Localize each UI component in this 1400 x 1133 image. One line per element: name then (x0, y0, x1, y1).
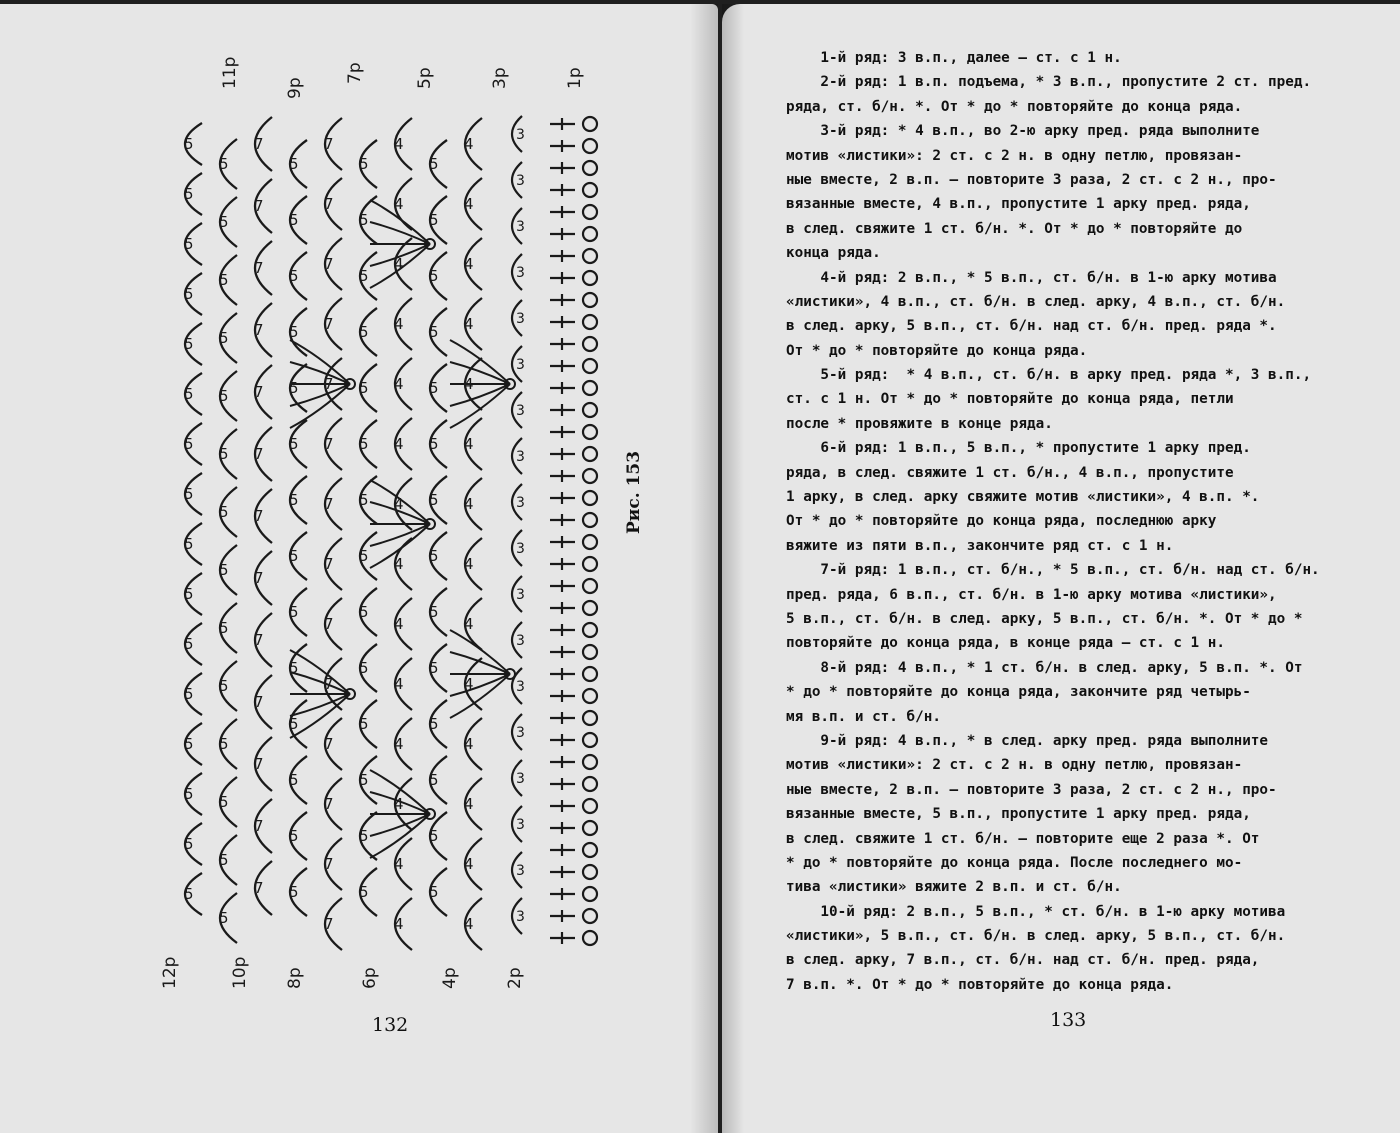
arc-count-label: 5 (429, 267, 439, 285)
arc-count-label: 5 (289, 323, 299, 341)
text-line: в след. свяжите 1 ст. б/н. — повторите еще 2 раза *. От (786, 830, 1260, 847)
leaf-motif-symbol (450, 384, 510, 428)
chain-stitch-symbol (583, 293, 597, 307)
arc-count-label: 5 (429, 603, 439, 621)
arc-count-label: 5 (359, 323, 369, 341)
text-line: после * провяжите в конце ряда. (786, 415, 1053, 432)
arc-count-label: 5 (359, 211, 369, 229)
arc-count-label: 5 (184, 435, 194, 453)
leaf-motif-symbol (290, 650, 350, 694)
row-label: 12р (160, 956, 180, 989)
text-line: 1-й ряд: 3 в.п., далее — ст. с 1 н. (786, 50, 1122, 66)
text-line: 8-й ряд: 4 в.п., * 1 ст. б/н. в след. арку, 5 в.п. *. От (786, 659, 1303, 676)
leaf-motif-symbol (290, 672, 350, 694)
chain-stitch-symbol (583, 645, 597, 659)
arc-count-label: 3 (516, 633, 525, 649)
arc-count-label: 3 (516, 357, 525, 373)
arc-count-label: 3 (516, 587, 525, 603)
chain-stitch-symbol (583, 183, 597, 197)
arc-count-label: 4 (394, 555, 404, 573)
arc-count-label: 7 (254, 445, 264, 463)
arc-count-label: 5 (184, 535, 194, 553)
leaf-motif-symbol (290, 340, 350, 384)
arc-count-label: 5 (429, 883, 439, 901)
text-line: в след. свяжите 1 ст. б/н. *. От * до * повторяйте до (786, 220, 1243, 237)
chain-stitch-symbol (583, 491, 597, 505)
row-label: 3р (490, 67, 510, 89)
arc-count-label: 5 (359, 491, 369, 509)
chain-stitch-symbol (583, 711, 597, 725)
arc-count-label: 5 (289, 771, 299, 789)
arc-count-label: 7 (324, 855, 334, 873)
row-label: 1р (565, 67, 585, 89)
text-line: * до * повторяйте до конца ряда, закончите ряд четырь- (786, 684, 1251, 701)
arc-count-label: 4 (394, 495, 404, 513)
arc-count-label: 5 (219, 851, 229, 869)
chain-stitch-symbol (583, 623, 597, 637)
chain-stitch-symbol (583, 799, 597, 813)
arc-count-label: 5 (219, 445, 229, 463)
arc-count-label: 5 (359, 883, 369, 901)
arc-count-label: 5 (359, 435, 369, 453)
arc-count-label: 4 (464, 855, 474, 873)
text-line: вязанные вместе, 5 в.п., пропустите 1 арку пред. ряда, (786, 806, 1251, 823)
chain-stitch-symbol (583, 381, 597, 395)
arc-count-label: 4 (394, 915, 404, 933)
arc-count-label: 5 (219, 909, 229, 927)
chain-stitch-symbol (583, 887, 597, 901)
arc-count-label: 7 (324, 435, 334, 453)
text-line: мотив «листики»: 2 ст. с 2 н. в одну петлю, провязан- (786, 147, 1243, 164)
page-number-left: 132 (372, 1014, 409, 1036)
chain-stitch-symbol (583, 403, 597, 417)
text-line: повторяйте до конца ряда, в конце ряда — ст. с 1 н. (786, 635, 1225, 652)
arc-count-label: 7 (324, 915, 334, 933)
arc-count-label: 7 (254, 321, 264, 339)
arc-count-label: 5 (289, 491, 299, 509)
arc-count-label: 5 (289, 827, 299, 845)
chain-stitch-symbol (583, 821, 597, 835)
arc-count-label: 4 (464, 255, 474, 273)
arc-count-label: 5 (359, 715, 369, 733)
arc-count-label: 5 (219, 793, 229, 811)
arc-count-label: 5 (184, 585, 194, 603)
arc-count-label: 5 (429, 715, 439, 733)
leaf-motif-symbol (290, 362, 350, 384)
text-line: вязанные вместе, 4 в.п., пропустите 1 арку пред. ряда, (786, 196, 1251, 213)
arc-count-label: 4 (464, 435, 474, 453)
arc-count-label: 5 (184, 885, 194, 903)
arc-count-label: 4 (464, 735, 474, 753)
arc-count-label: 5 (184, 485, 194, 503)
arc-count-label: 7 (324, 615, 334, 633)
arc-count-label: 3 (516, 173, 525, 189)
arc-count-label: 4 (394, 675, 404, 693)
gutter-shadow (690, 4, 718, 1133)
leaf-motif-symbol (290, 384, 350, 406)
arc-count-label: 5 (184, 785, 194, 803)
chain-stitch-symbol (583, 315, 597, 329)
chain-stitch-symbol (583, 667, 597, 681)
text-line: 4-й ряд: 2 в.п., * 5 в.п., ст. б/н. в 1-ю арку мотива (786, 269, 1277, 286)
arc-count-label: 5 (359, 379, 369, 397)
left-page (0, 4, 718, 1133)
leaf-motif-symbol (450, 652, 510, 674)
arc-count-label: 3 (516, 311, 525, 327)
arc-count-label: 4 (464, 795, 474, 813)
row-label: 2р (505, 967, 525, 989)
arc-count-label: 5 (359, 771, 369, 789)
arc-count-label: 4 (394, 315, 404, 333)
arc-count-label: 4 (394, 435, 404, 453)
arc-count-label: 7 (324, 315, 334, 333)
arc-count-label: 5 (184, 135, 194, 153)
page-number-right: 133 (1050, 1009, 1087, 1031)
chain-stitch-symbol (583, 909, 597, 923)
chain-stitch-symbol (583, 139, 597, 153)
text-line: «листики», 5 в.п., ст. б/н. в след. арку, 5 в.п., ст. б/н. (786, 928, 1286, 945)
arc-count-label: 5 (184, 335, 194, 353)
arc-count-label: 5 (429, 211, 439, 229)
crochet-chart (150, 54, 620, 1014)
arc-count-label: 7 (254, 631, 264, 649)
arc-count-label: 5 (184, 635, 194, 653)
instructions-text (786, 46, 1342, 997)
arc-count-label: 5 (289, 603, 299, 621)
text-line: 2-й ряд: 1 в.п. подъема, * 3 в.п., пропустите 2 ст. пред. (786, 74, 1312, 91)
leaf-motif-symbol (450, 362, 510, 384)
leaf-motif-symbol (450, 630, 510, 674)
arc-count-label: 7 (324, 735, 334, 753)
chain-stitch-symbol (583, 359, 597, 373)
arc-count-label: 7 (254, 755, 264, 773)
arc-count-label: 5 (289, 379, 299, 397)
arc-count-label: 3 (516, 909, 525, 925)
chain-stitch-symbol (583, 579, 597, 593)
chain-stitch-symbol (583, 469, 597, 483)
chain-stitch-symbol (583, 425, 597, 439)
chain-stitch-symbol (583, 601, 597, 615)
row-label: 5р (415, 67, 435, 89)
arc-count-label: 3 (516, 495, 525, 511)
arc-count-label: 5 (219, 503, 229, 521)
arc-count-label: 5 (289, 547, 299, 565)
chain-stitch-symbol (583, 161, 597, 175)
row-label: 7р (345, 62, 365, 84)
arc-count-label: 7 (254, 693, 264, 711)
arc-count-label: 4 (394, 855, 404, 873)
text-line: мотив «листики»: 2 ст. с 2 н. в одну петлю, провязан- (786, 757, 1243, 774)
chain-stitch-symbol (583, 931, 597, 945)
arc-count-label: 5 (289, 715, 299, 733)
leaf-motif-symbol (290, 694, 350, 738)
arc-count-label: 7 (254, 135, 264, 153)
chain-stitch-symbol (583, 557, 597, 571)
arc-count-label: 5 (429, 379, 439, 397)
arc-count-label: 7 (324, 555, 334, 573)
chain-stitch-symbol (583, 513, 597, 527)
text-line: пред. ряда, 6 в.п., ст. б/н. в 1-ю арку мотива «листики», (786, 586, 1277, 603)
text-line: 9-й ряд: 4 в.п., * в след. арку пред. ряда выполните (786, 732, 1269, 749)
chain-stitch-symbol (583, 205, 597, 219)
arc-count-label: 5 (429, 771, 439, 789)
arc-count-label: 4 (394, 795, 404, 813)
text-line: 6-й ряд: 1 в.п., 5 в.п., * пропустите 1 арку пред. (786, 440, 1251, 457)
arc-count-label: 5 (359, 155, 369, 173)
text-line: ряда, ст. б/н. *. От * до * повторяйте до конца ряда. (786, 98, 1243, 115)
arc-count-label: 5 (219, 387, 229, 405)
row-label: 10р (230, 956, 250, 989)
text-line: 7-й ряд: 1 в.п., ст. б/н., * 5 в.п., ст. б/н. над ст. б/н. (786, 562, 1320, 579)
text-line: 5-й ряд: * 4 в.п., ст. б/н. в арку пред. ряда *, 3 в.п., (786, 367, 1312, 384)
arc-count-label: 7 (324, 255, 334, 273)
text-line: ные вместе, 2 в.п. — повторите 3 раза, 2 ст. с 2 н., про- (786, 171, 1277, 188)
arc-count-label: 5 (289, 883, 299, 901)
text-line: 7 в.п. *. От * до * повторяйте до конца ряда. (786, 976, 1174, 993)
arc-count-label: 5 (184, 185, 194, 203)
chain-stitch-symbol (583, 777, 597, 791)
arc-count-label: 7 (254, 879, 264, 897)
arc-count-label: 4 (464, 615, 474, 633)
leaf-motif-symbol (450, 674, 510, 718)
text-line: 3-й ряд: * 4 в.п., во 2-ю арку пред. ряда выполните (786, 123, 1260, 140)
chain-stitch-symbol (583, 755, 597, 769)
text-line: * до * повторяйте до конца ряда. После последнего мо- (786, 854, 1243, 871)
arc-count-label: 4 (394, 255, 404, 273)
text-line: ряда, в след. свяжите 1 ст. б/н., 4 в.п., пропустите (786, 464, 1234, 481)
arc-count-label: 3 (516, 771, 525, 787)
chain-stitch-symbol (583, 117, 597, 131)
arc-count-label: 7 (324, 135, 334, 153)
arc-count-label: 5 (429, 155, 439, 173)
arc-count-label: 4 (394, 135, 404, 153)
leaf-motif-symbol (370, 222, 430, 244)
arc-count-label: 7 (254, 507, 264, 525)
arc-count-label: 5 (429, 659, 439, 677)
text-line: тива «листики» вяжите 2 в.п. и ст. б/н. (786, 879, 1122, 896)
arc-count-label: 4 (394, 375, 404, 393)
arc-count-label: 5 (289, 155, 299, 173)
arc-count-label: 3 (516, 679, 525, 695)
leaf-motif-symbol (450, 340, 510, 384)
leaf-motif-symbol (450, 384, 510, 406)
row-label: 8р (285, 967, 305, 989)
chain-stitch-symbol (583, 271, 597, 285)
arc-count-label: 3 (516, 449, 525, 465)
text-line: «листики», 4 в.п., ст. б/н. в след. арку, 4 в.п., ст. б/н. (786, 293, 1286, 310)
arc-count-label: 5 (429, 827, 439, 845)
figure-caption: Рис. 153 (624, 450, 644, 534)
row-label: 9р (285, 77, 305, 99)
arc-count-label: 4 (464, 915, 474, 933)
arc-count-label: 5 (219, 155, 229, 173)
arc-count-label: 3 (516, 541, 525, 557)
arc-count-label: 3 (516, 219, 525, 235)
text-line: 1 арку, в след. арку свяжите мотив «листики», 4 в.п. *. (786, 489, 1260, 506)
arc-count-label: 5 (184, 235, 194, 253)
arc-count-label: 4 (464, 555, 474, 573)
arc-count-label: 5 (359, 267, 369, 285)
arc-count-label: 3 (516, 127, 525, 143)
chain-stitch-symbol (583, 865, 597, 879)
arc-count-label: 3 (516, 725, 525, 741)
arc-count-label: 5 (289, 267, 299, 285)
chain-stitch-symbol (583, 843, 597, 857)
arc-count-label: 4 (394, 615, 404, 633)
arc-count-label: 5 (184, 285, 194, 303)
arc-count-label: 7 (324, 495, 334, 513)
chain-stitch-symbol (583, 689, 597, 703)
text-line: От * до * повторяйте до конца ряда, последнюю арку (786, 513, 1217, 530)
text-line: мя в.п. и ст. б/н. (786, 708, 941, 725)
arc-count-label: 3 (516, 403, 525, 419)
arc-count-label: 5 (184, 735, 194, 753)
arc-count-label: 7 (324, 795, 334, 813)
arc-count-label: 4 (464, 315, 474, 333)
arc-count-label: 5 (184, 385, 194, 403)
arc-count-label: 4 (464, 135, 474, 153)
arc-count-label: 3 (516, 863, 525, 879)
arc-count-label: 5 (219, 271, 229, 289)
arc-count-label: 5 (219, 677, 229, 695)
text-line: От * до * повторяйте до конца ряда. (786, 342, 1088, 359)
arc-count-label: 5 (219, 735, 229, 753)
gutter-shadow-right (722, 4, 744, 1133)
text-line: ные вместе, 2 в.п. — повторите 3 раза, 2 ст. с 2 н., про- (786, 781, 1277, 798)
arc-count-label: 7 (254, 569, 264, 587)
arc-count-label: 7 (254, 259, 264, 277)
arc-count-label: 5 (289, 211, 299, 229)
arc-count-label: 7 (324, 195, 334, 213)
text-line: конца ряда. (786, 245, 881, 262)
leaf-motif-symbol (370, 524, 430, 546)
arc-count-label: 4 (464, 675, 474, 693)
text-line: вяжите из пяти в.п., закончите ряд ст. с 1 н. (786, 537, 1174, 554)
arc-count-label: 7 (324, 375, 334, 393)
arc-count-label: 7 (254, 383, 264, 401)
arc-count-label: 5 (289, 435, 299, 453)
chain-stitch-symbol (583, 535, 597, 549)
arc-count-label: 4 (464, 375, 474, 393)
arc-count-label: 4 (464, 195, 474, 213)
arc-count-label: 5 (184, 835, 194, 853)
arc-count-label: 7 (254, 197, 264, 215)
arc-count-label: 5 (219, 213, 229, 231)
arc-count-label: 5 (359, 659, 369, 677)
text-line: в след. арку, 7 в.п., ст. б/н. над ст. б/н. пред. ряда, (786, 952, 1260, 969)
arc-count-label: 5 (359, 547, 369, 565)
chain-stitch-symbol (583, 337, 597, 351)
chain-stitch-symbol (583, 227, 597, 241)
arc-count-label: 5 (429, 547, 439, 565)
row-label: 11р (220, 56, 240, 89)
arc-count-label: 5 (219, 619, 229, 637)
text-line: 5 в.п., ст. б/н. в след. арку, 5 в.п., ст. б/н. *. От * до * (786, 610, 1303, 627)
arc-count-label: 5 (429, 435, 439, 453)
arc-count-label: 5 (429, 323, 439, 341)
leaf-motif-symbol (450, 674, 510, 696)
arc-count-label: 4 (464, 495, 474, 513)
arc-count-label: 4 (394, 195, 404, 213)
arc-count-label: 7 (324, 675, 334, 693)
arc-count-label: 3 (516, 265, 525, 281)
row-label: 4р (440, 967, 460, 989)
arc-count-label: 5 (219, 561, 229, 579)
arc-count-label: 5 (359, 827, 369, 845)
text-line: 10-й ряд: 2 в.п., 5 в.п., * ст. б/н. в 1-ю арку мотива (786, 903, 1286, 920)
text-line: ст. с 1 н. От * до * повторяйте до конца ряда, петли (786, 391, 1234, 408)
chain-stitch-symbol (583, 447, 597, 461)
arc-count-label: 5 (219, 329, 229, 347)
row-label: 6р (360, 967, 380, 989)
arc-count-label: 3 (516, 817, 525, 833)
arc-count-label: 5 (429, 491, 439, 509)
arc-count-label: 4 (394, 735, 404, 753)
text-line: в след. арку, 5 в.п., ст. б/н. над ст. б/н. пред. ряда *. (786, 318, 1277, 335)
arc-count-label: 5 (184, 685, 194, 703)
crochet-chart-diagram (150, 54, 620, 1014)
arc-count-label: 5 (359, 603, 369, 621)
arc-count-label: 5 (289, 659, 299, 677)
chain-stitch-symbol (583, 733, 597, 747)
chain-stitch-symbol (583, 249, 597, 263)
arc-count-label: 7 (254, 817, 264, 835)
